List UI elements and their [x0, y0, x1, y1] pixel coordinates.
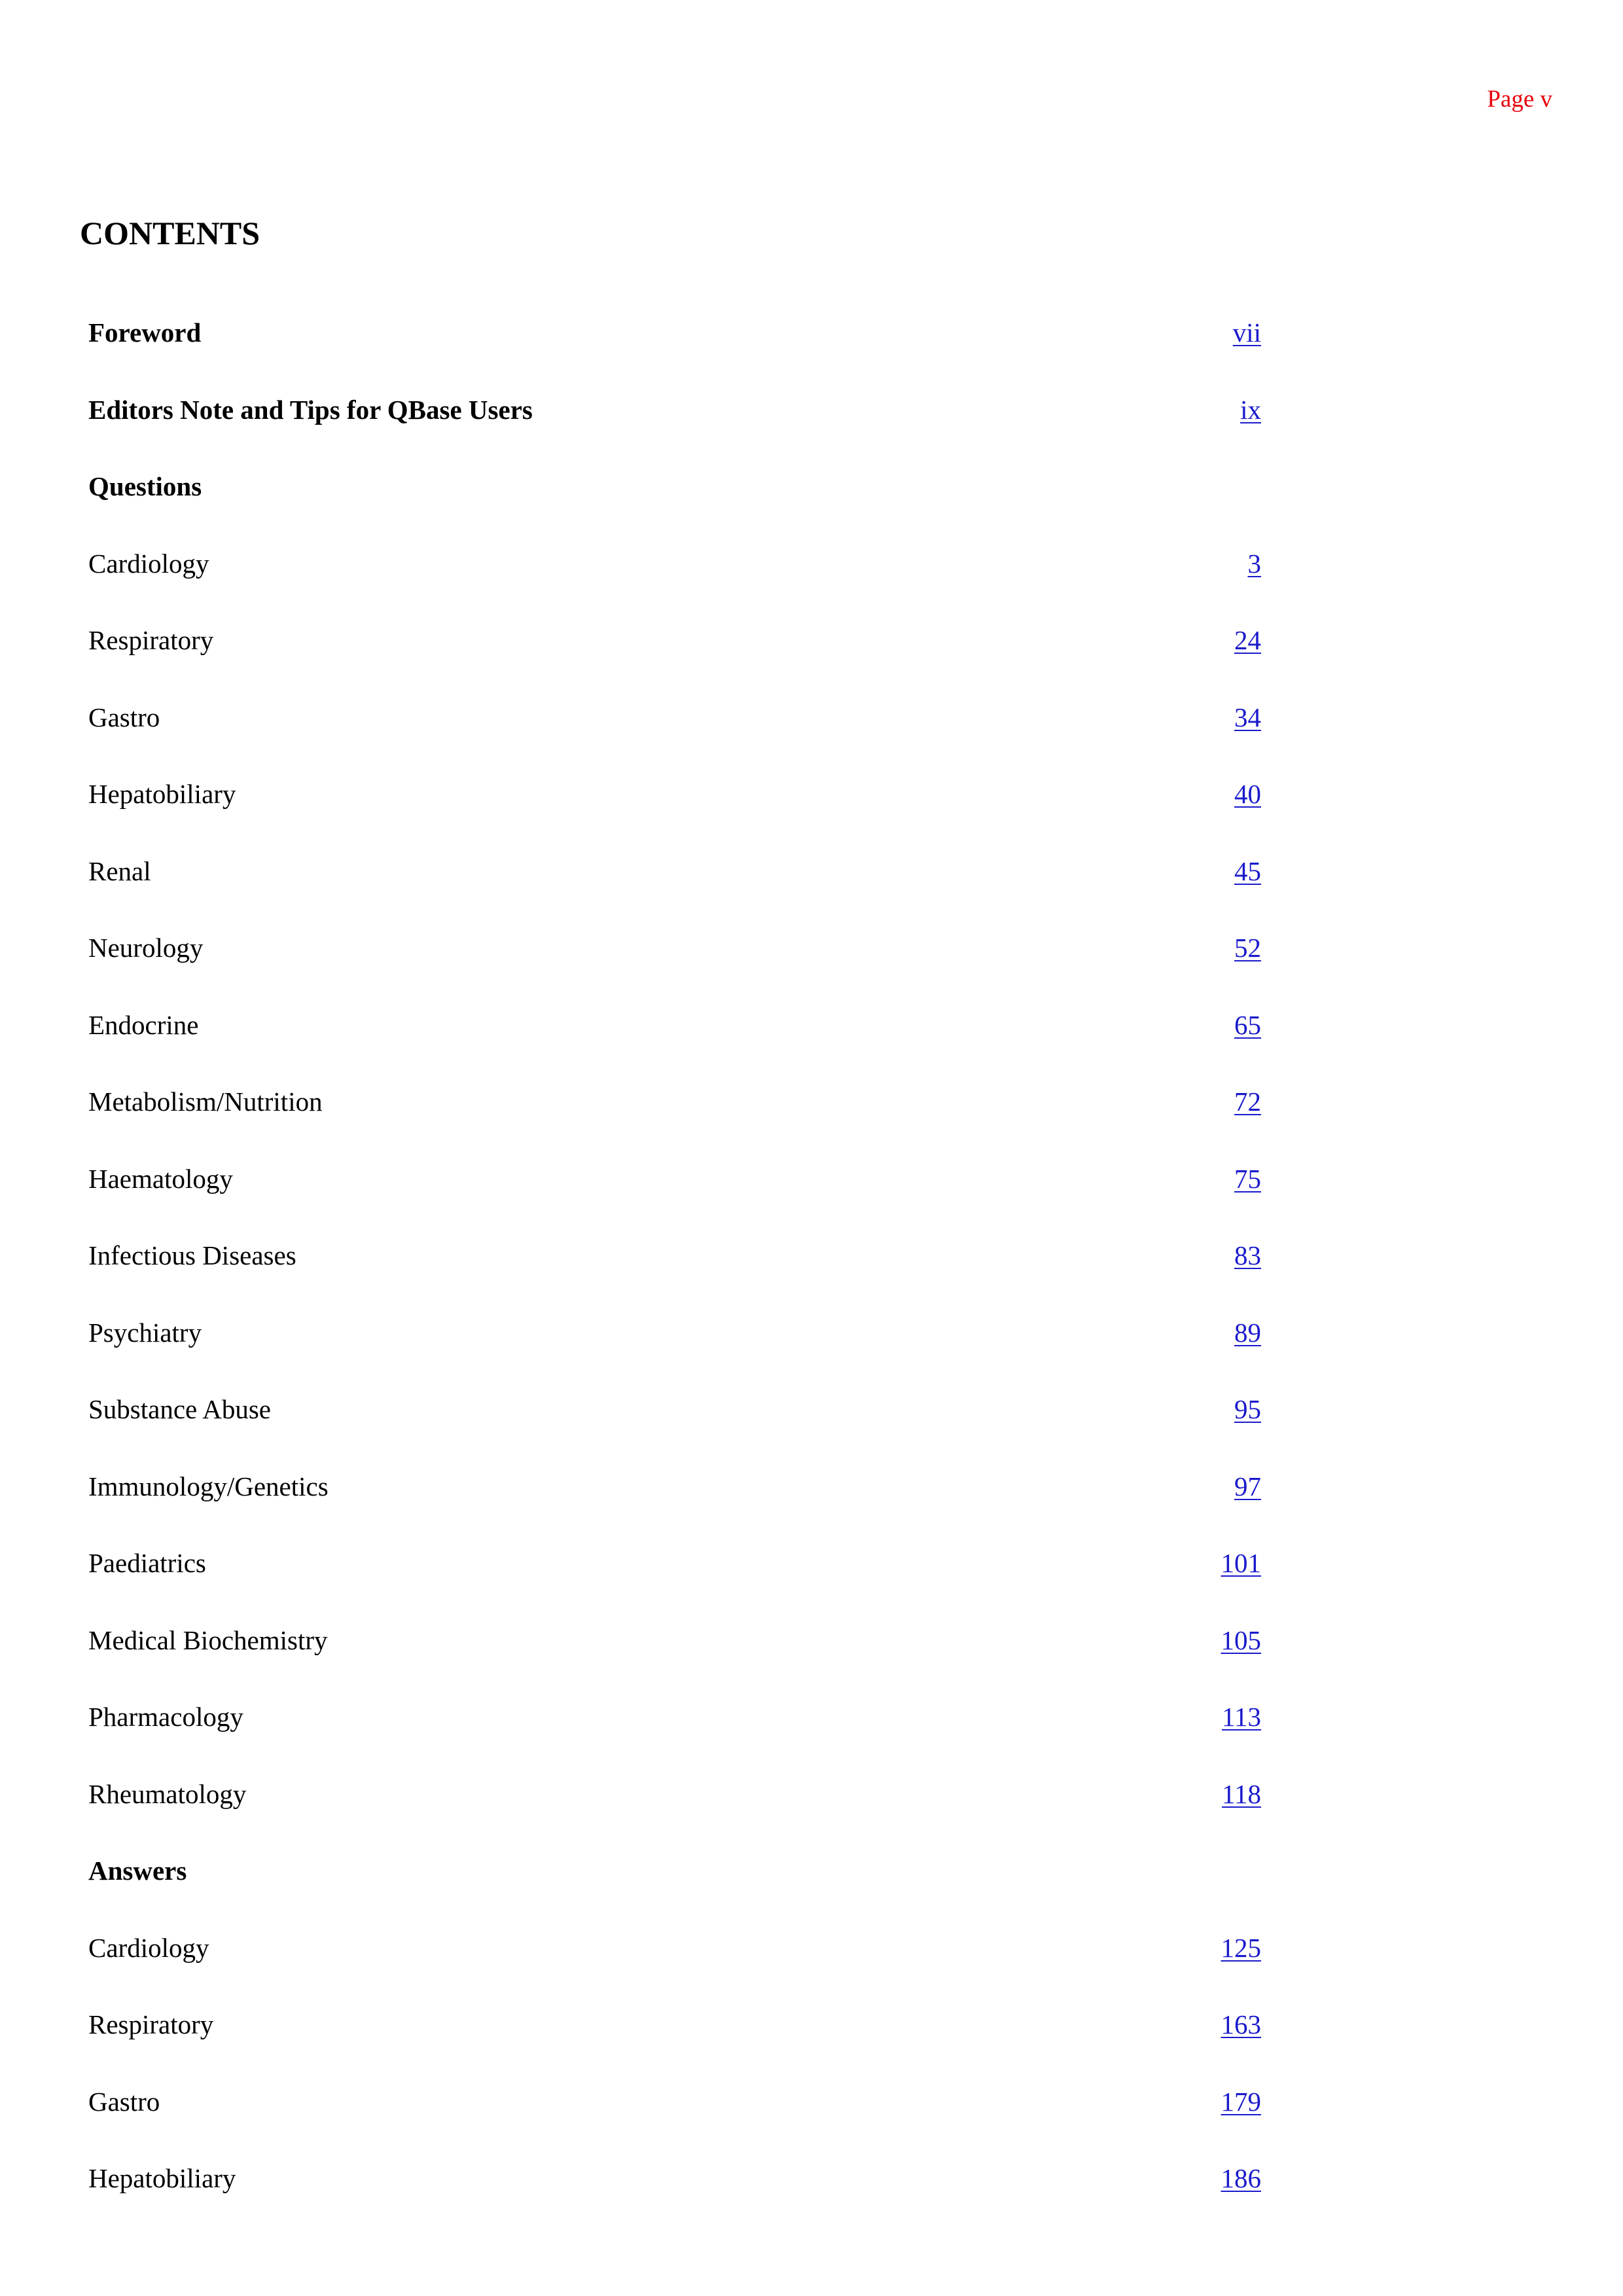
toc-page-link[interactable]: 163	[1221, 2009, 1261, 2039]
toc-entry	[88, 390, 1261, 429]
toc-entry-label: Immunology/Genetics	[88, 1471, 329, 1501]
toc-page-link[interactable]: 113	[1222, 1702, 1261, 1732]
toc-entry-label: Renal	[88, 856, 151, 886]
toc-entry	[88, 774, 1261, 814]
toc-page-link[interactable]: 179	[1221, 2087, 1261, 2117]
toc-entry-label: Rheumatology	[88, 1779, 247, 1809]
toc-entry	[88, 1928, 1261, 1967]
toc-entry	[88, 1621, 1261, 1660]
toc-entry	[88, 1697, 1261, 1736]
toc-page-link[interactable]: 105	[1221, 1625, 1261, 1655]
toc-entry	[88, 1467, 1261, 1506]
page-title: CONTENTS	[80, 215, 260, 251]
toc-entry-label: Cardiology	[88, 548, 209, 579]
toc-entry-label: Respiratory	[88, 625, 214, 655]
toc-page-link[interactable]: 75	[1234, 1164, 1261, 1194]
toc-entry-label: Cardiology	[88, 1933, 209, 1963]
toc-entry	[88, 1159, 1261, 1198]
toc-page-link[interactable]: 101	[1221, 1548, 1261, 1578]
toc-entry	[88, 928, 1261, 967]
toc-entry-label: Paediatrics	[88, 1548, 206, 1578]
toc-page-link[interactable]: 45	[1234, 856, 1261, 886]
toc-page-link[interactable]: 83	[1234, 1240, 1261, 1270]
toc-entry	[88, 1774, 1261, 1814]
toc-entry-label: Hepatobiliary	[88, 2163, 236, 2193]
toc-entry	[88, 1313, 1261, 1352]
toc-entry-label: Editors Note and Tips for QBase Users	[88, 395, 533, 425]
toc-entry-label: Metabolism/Nutrition	[88, 1086, 323, 1117]
toc-section-heading	[88, 1851, 1261, 1890]
toc-entry-label: Haematology	[88, 1164, 233, 1194]
toc-entry	[88, 1390, 1261, 1429]
toc-entry-label: Psychiatry	[88, 1318, 202, 1348]
toc-page-link[interactable]: ix	[1240, 395, 1261, 425]
toc-entry-label: Infectious Diseases	[88, 1240, 296, 1270]
toc-entry	[88, 1543, 1261, 1583]
toc-page-link[interactable]: 89	[1234, 1318, 1261, 1348]
toc-entry	[88, 2005, 1261, 2044]
toc-entry	[88, 698, 1261, 737]
toc-entry-label: Neurology	[88, 933, 204, 963]
toc-section-heading	[88, 467, 1261, 506]
toc-page-link[interactable]: 24	[1234, 625, 1261, 655]
toc-page-link[interactable]: vii	[1232, 317, 1261, 348]
toc-page-link[interactable]: 40	[1234, 779, 1261, 809]
toc-page-link[interactable]: 34	[1234, 702, 1261, 732]
toc-entry	[88, 620, 1261, 660]
toc-page-link[interactable]: 186	[1221, 2163, 1261, 2193]
toc-entry	[88, 313, 1261, 352]
toc-entry-label: Pharmacology	[88, 1702, 243, 1732]
toc-entry	[88, 852, 1261, 891]
toc-entry-label: Hepatobiliary	[88, 779, 236, 809]
toc-section-label: Questions	[88, 471, 202, 501]
toc-entry-label: Foreword	[88, 317, 202, 348]
page-number-label: Page v	[1487, 86, 1552, 113]
toc-entry	[88, 544, 1261, 583]
toc-entry-label: Endocrine	[88, 1010, 199, 1040]
toc-page-link[interactable]: 52	[1234, 933, 1261, 963]
toc-page-link[interactable]: 97	[1234, 1471, 1261, 1501]
toc-page-link[interactable]: 72	[1234, 1086, 1261, 1117]
toc-entry	[88, 1005, 1261, 1045]
toc-entry-label: Substance Abuse	[88, 1394, 271, 1424]
toc-entry-label: Gastro	[88, 2087, 160, 2117]
toc-entry-label: Medical Biochemistry	[88, 1625, 328, 1655]
toc-section-label: Answers	[88, 1856, 187, 1886]
toc-entry-label: Respiratory	[88, 2009, 214, 2039]
toc-page-link[interactable]: 118	[1222, 1779, 1261, 1809]
toc-entry	[88, 2159, 1261, 2198]
toc-entry-label: Gastro	[88, 702, 160, 732]
toc-page-link[interactable]: 125	[1221, 1933, 1261, 1963]
toc-page-link[interactable]: 95	[1234, 1394, 1261, 1424]
toc-entry	[88, 2082, 1261, 2121]
toc-page-link[interactable]: 65	[1234, 1010, 1261, 1040]
toc-page-link[interactable]: 3	[1247, 548, 1261, 579]
toc-entry	[88, 1236, 1261, 1275]
toc-entry	[88, 1082, 1261, 1121]
